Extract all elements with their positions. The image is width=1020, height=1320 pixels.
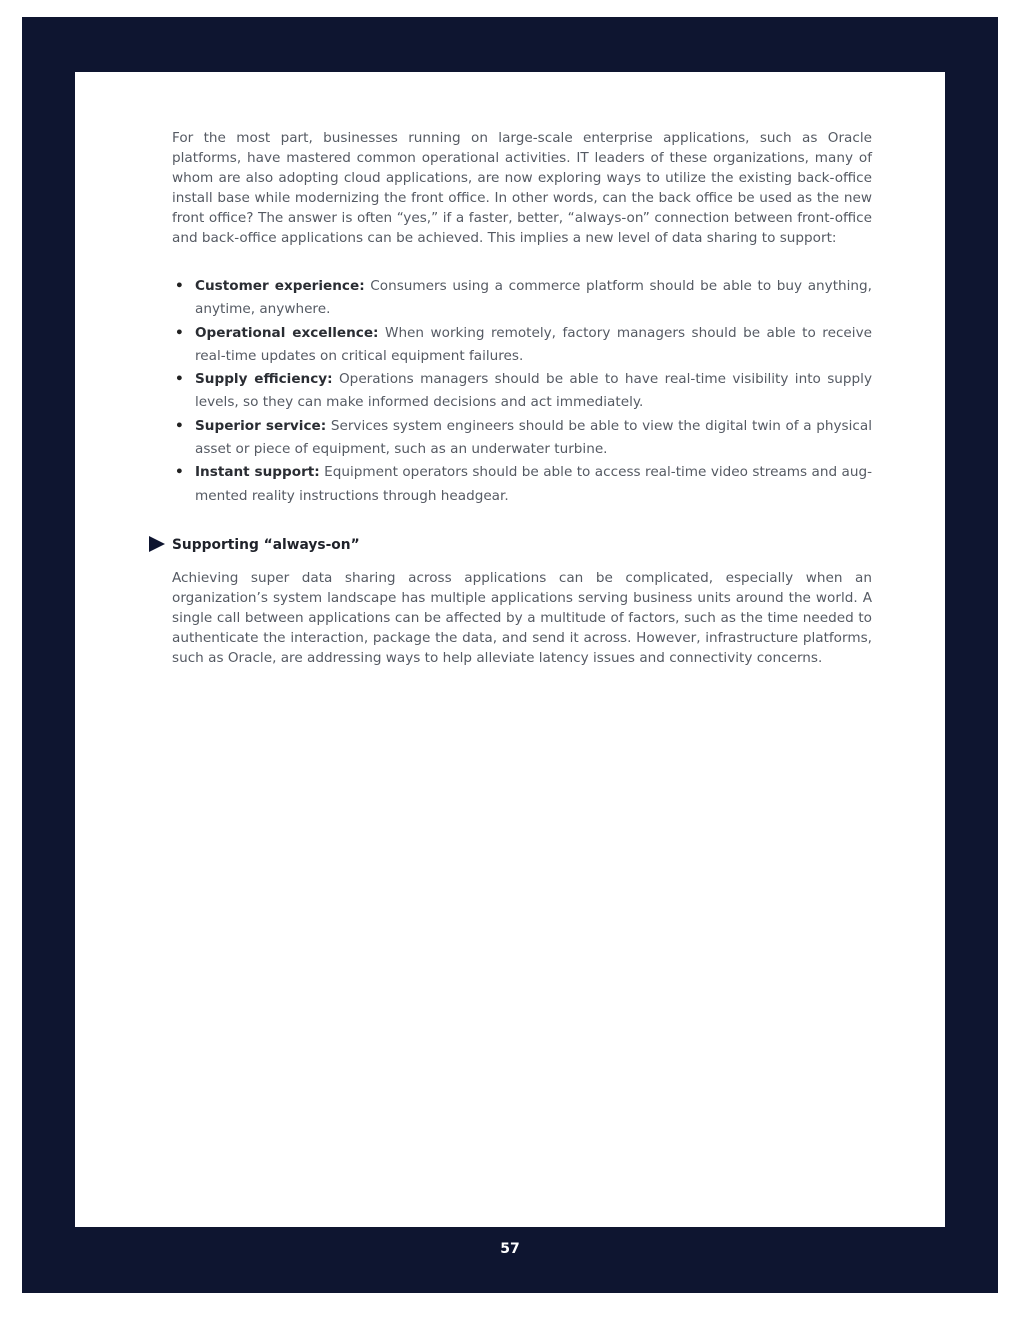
bullet-text: Operations managers should be able to have real-time visibility into supply levels, so they can make informed decisions and act immediately. — [195, 371, 872, 411]
section-heading — [172, 535, 872, 555]
bullet-text: Consumers using a commerce platform should be able to buy anything, anytime, anywhere. — [195, 278, 872, 318]
bullet-list — [172, 275, 872, 508]
bullet-icon: • — [175, 371, 184, 388]
bullet-text: Equipment operators should be able to access real-time video streams and augmented reality instructions through headgear. — [195, 464, 872, 504]
play-arrow-icon — [149, 536, 165, 552]
list-item — [172, 415, 872, 462]
bullet-term: Instant support: — [195, 464, 320, 481]
bullet-text: Services system engineers should be able to view the digital twin of a physical asset or piece of equipment, such as an underwater turbine. — [195, 417, 872, 458]
section-heading-text: Supporting “always-on” — [172, 536, 360, 553]
list-item — [172, 322, 872, 369]
bullet-term: Operational excellence: — [195, 324, 379, 341]
list-item — [172, 275, 872, 322]
list-item — [172, 368, 872, 415]
document-page — [75, 72, 945, 1227]
bullet-icon: • — [175, 278, 184, 294]
intro-paragraph: For the most part, businesses running on large-scale enterprise applications, such as Oracle platforms, have mastered common operational activities. IT leaders of these organizations, many of whom are also adopting cloud applications, are now exploring ways to utilize the existing back-office install base while modernizing the front office. In other words, can the back office be used as the new front office? The answer is often “yes,” if a faster, better, “always-on” connection between front-office and back-office applications can be achieved. This implies a new level of data sharing to support: — [172, 130, 872, 246]
bullet-text: When working remotely, factory managers should be able to receive real-time updates on critical equipment failures. — [195, 324, 872, 364]
bullet-icon: • — [175, 324, 184, 341]
page-number: 57 — [500, 1241, 520, 1257]
bullet-term: Supply efficiency: — [195, 371, 333, 388]
page-content — [172, 128, 872, 668]
list-item — [172, 461, 872, 508]
page-frame — [22, 17, 998, 1293]
bullet-term: Customer experience: — [195, 278, 365, 294]
bullet-icon: • — [175, 464, 184, 481]
bullet-icon: • — [175, 417, 184, 434]
bullet-term: Superior service: — [195, 417, 327, 434]
section-paragraph: Achieving super data sharing across applications can be complicated, especially when an organization’s system landscape has multiple applications serving business units around the world. A single call between applications can be affected by a multitude of factors, such as the time needed to authenticate the interaction, package the data, and send it across. However, infrastructure platforms, such as Oracle, are addressing ways to help alleviate latency issues and connectivity concerns. — [172, 569, 872, 666]
